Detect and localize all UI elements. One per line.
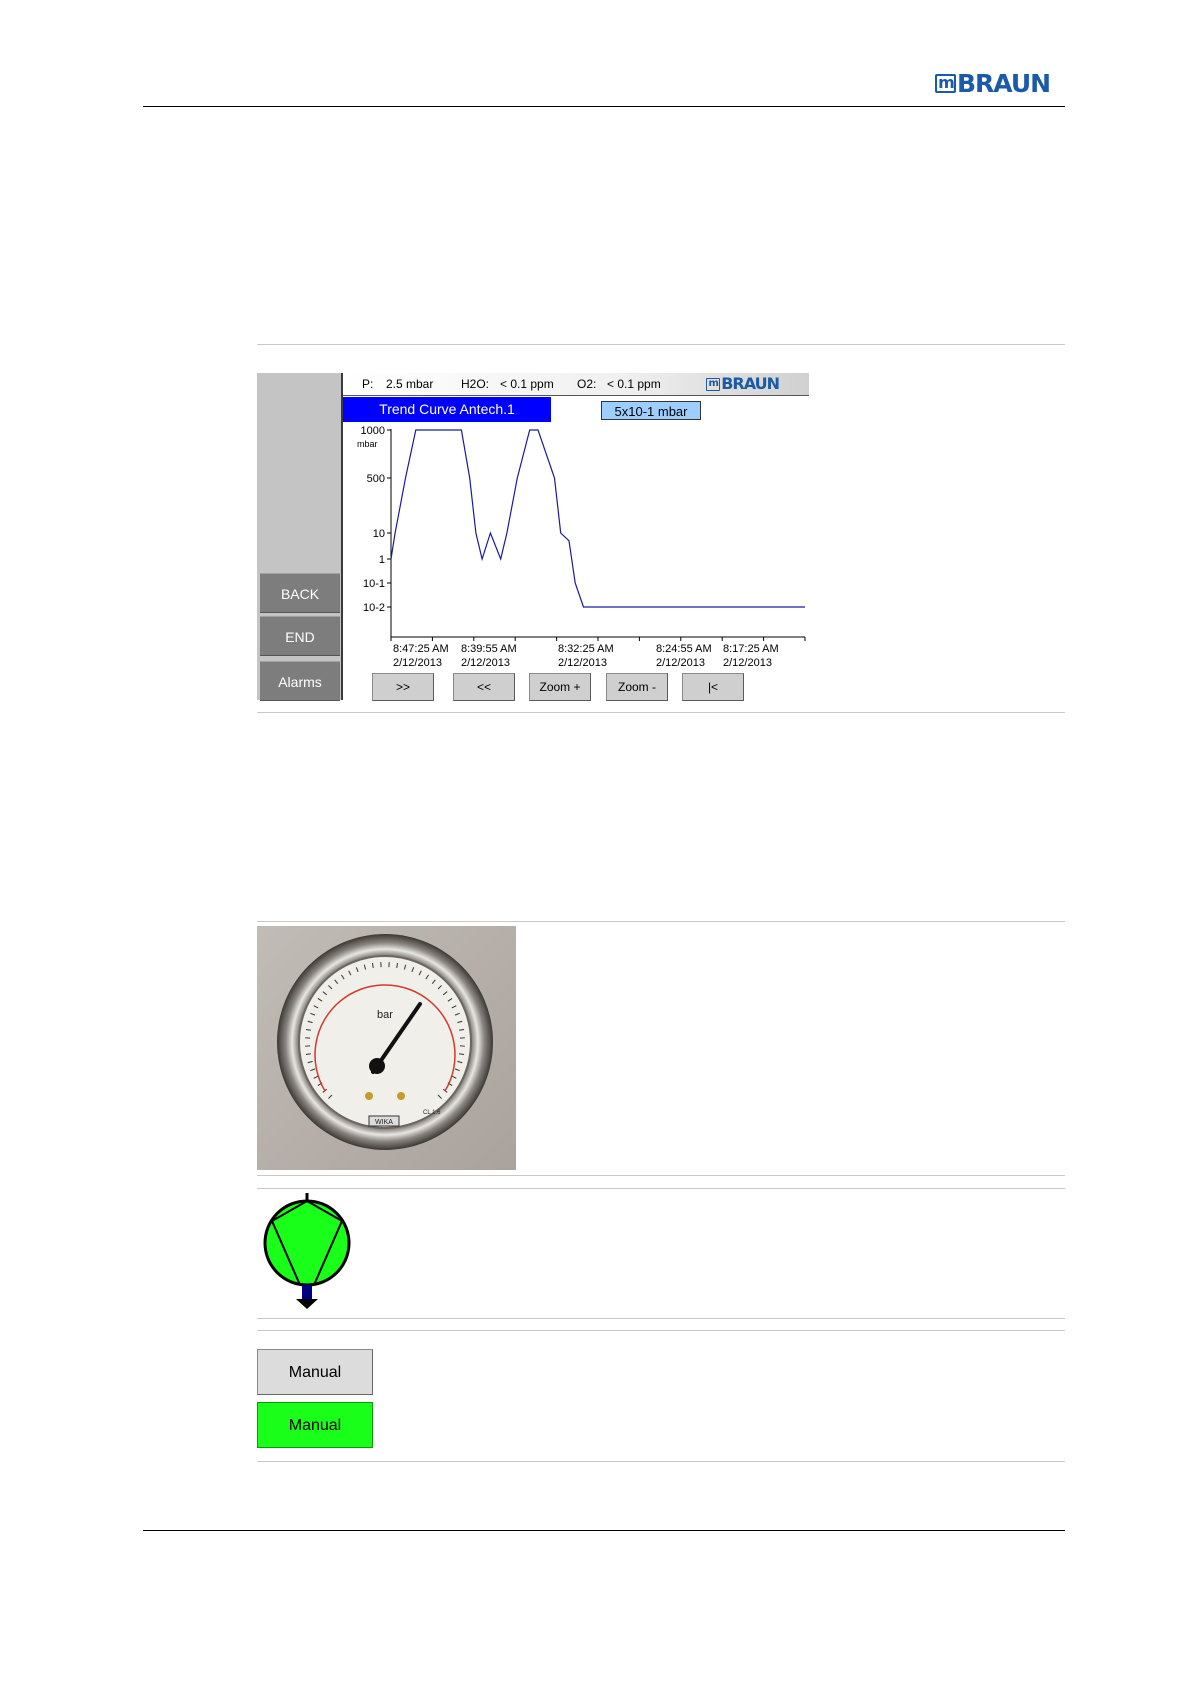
- separator: [257, 344, 1065, 345]
- h2o-value: < 0.1 ppm: [500, 377, 554, 391]
- separator: [257, 1461, 1065, 1462]
- y-tick-label: 500: [366, 473, 385, 485]
- x-tick-date: 2/12/2013: [723, 657, 772, 669]
- pressure-gauge-icon: [257, 926, 516, 1170]
- o2-value: < 0.1 ppm: [607, 377, 661, 391]
- pressure-value: 2.5 mbar: [386, 377, 434, 391]
- separator: [257, 1318, 1065, 1319]
- pressure-label: P:: [362, 377, 374, 391]
- logo-mark: m: [935, 74, 956, 93]
- h2o-label: H2O:: [461, 377, 490, 391]
- y-tick-label: 10-2: [362, 602, 385, 614]
- pressure-gauge-photo: [257, 926, 516, 1170]
- separator: [257, 712, 1065, 713]
- alarms-button[interactable]: Alarms: [260, 661, 340, 701]
- x-tick-date: 2/12/2013: [461, 657, 510, 669]
- logo-text: BRAUN: [721, 374, 779, 393]
- logo-text: BRAUN: [957, 68, 1051, 98]
- zoom-in-button[interactable]: Zoom +: [529, 673, 591, 701]
- logo-mark: m: [706, 378, 720, 391]
- forward-button[interactable]: >>: [372, 673, 434, 701]
- x-tick-labels: [391, 637, 805, 669]
- x-tick-time: 8:39:55 AM: [461, 643, 517, 655]
- zoom-value: 5x10-1 mbar: [601, 401, 701, 420]
- back-scroll-button[interactable]: <<: [453, 673, 515, 701]
- mbraun-logo: [935, 68, 1051, 98]
- separator: [257, 1175, 1065, 1176]
- x-tick-time: 8:32:25 AM: [558, 643, 614, 655]
- x-tick-time: 8:17:25 AM: [723, 643, 779, 655]
- mbraun-mini-logo: [706, 376, 779, 392]
- trend-curve-screen: [257, 373, 809, 700]
- trend-title: Trend Curve Antech.1: [343, 397, 551, 422]
- gauge-unit: bar: [377, 1009, 393, 1021]
- zoom-out-button[interactable]: Zoom -: [606, 673, 668, 701]
- footer-rule: [143, 1530, 1065, 1531]
- trend-line: [391, 430, 805, 607]
- y-axis-unit: mbar: [357, 439, 378, 449]
- back-button[interactable]: BACK: [260, 573, 340, 613]
- o2-label: O2:: [577, 377, 597, 391]
- end-button[interactable]: END: [260, 616, 340, 656]
- separator: [257, 1188, 1065, 1189]
- x-tick-date: 2/12/2013: [656, 657, 705, 669]
- y-tick-label: 1000: [360, 425, 385, 437]
- trend-chart: [343, 423, 809, 671]
- x-tick-time: 8:47:25 AM: [393, 643, 449, 655]
- gauge-class: CL 1.6: [423, 1110, 441, 1116]
- y-tick-label: 10-1: [362, 578, 385, 590]
- manual-button-on[interactable]: Manual: [257, 1402, 373, 1448]
- y-tick-label: 1: [378, 554, 385, 566]
- x-tick-date: 2/12/2013: [558, 657, 607, 669]
- x-tick-time: 8:24:55 AM: [656, 643, 712, 655]
- header-rule: [143, 106, 1065, 107]
- y-tick-label: 10: [372, 528, 385, 540]
- separator: [257, 921, 1065, 922]
- gauge-brand: WIKA: [375, 1119, 393, 1126]
- status-bar: [343, 373, 809, 396]
- x-tick-date: 2/12/2013: [393, 657, 442, 669]
- pump-icon: [262, 1193, 356, 1313]
- side-panel: [257, 373, 343, 700]
- trend-series: [391, 430, 805, 607]
- manual-button-off[interactable]: Manual: [257, 1349, 373, 1395]
- reset-button[interactable]: |<: [682, 673, 744, 701]
- y-tick-labels: [361, 425, 391, 614]
- separator: [257, 1330, 1065, 1331]
